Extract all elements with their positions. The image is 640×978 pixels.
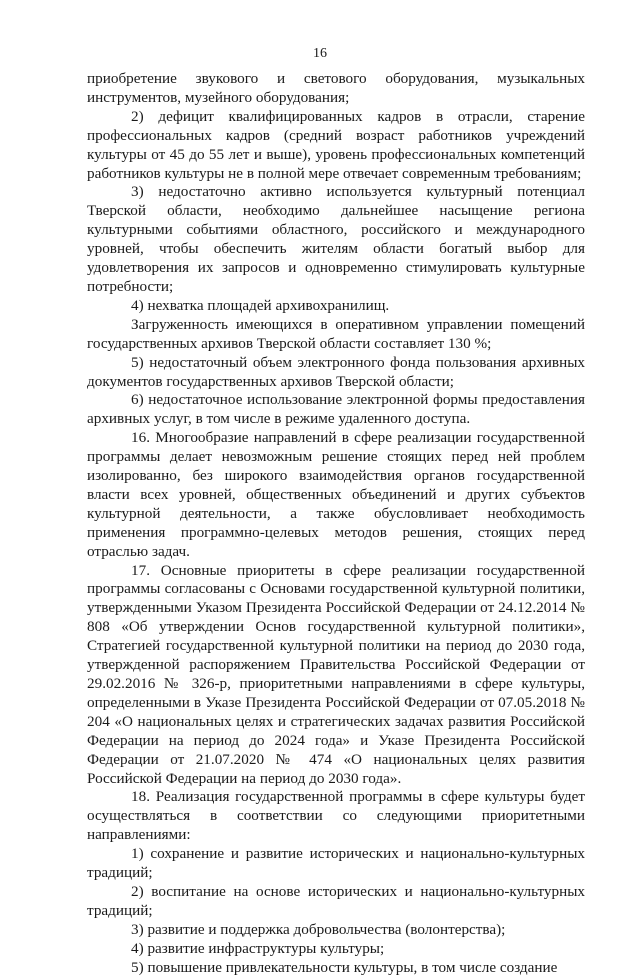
paragraph-item-5: 5) недостаточный объем электронного фонда пользования архивных документов государственных архивов Тверской области; (87, 353, 585, 390)
paragraph-direction-5: 5) повышение привлекательности культуры, в том числе создание (131, 958, 558, 976)
paragraph-archive-load: Загруженность имеющихся в оперативном управлении помещений государственных архивов Тверской области составляет 130 %; (87, 315, 585, 352)
paragraph-item-3: 3) недостаточно активно используется культурный потенциал Тверской области, необходимо дальнейшее насыщение региона культурными событиями областного, российского и международного уровней, чтобы обеспечить жителям области богатый выбор для удовлетворения их запросов и одновременно стимулировать культурные потребности; (87, 183, 585, 295)
page-number: 16 (313, 46, 327, 61)
paragraph-item-2: 2) дефицит квалифицированных кадров в отрасли, старение профессиональных кадров (средний возраст работников учреждений культуры от 45 до 55 лет и выше), уровень профессиональных компетенций работников культуры не в полной мере отвечает современным требованиям; (87, 107, 585, 182)
paragraph-direction-1: 1) сохранение и развитие исторических и национально-культурных традиций; (87, 845, 585, 882)
paragraph-item-4: 4) нехватка площадей архивохранилищ. (131, 296, 390, 314)
paragraph-direction-4: 4) развитие инфраструктуры культуры; (131, 939, 385, 957)
paragraph-item-6: 6) недостаточное использование электронной формы предоставления архивных услуг, в том числе в режиме удаленного доступа. (87, 391, 585, 428)
paragraph-section-18: 18. Реализация государственной программы в сфере культуры будет осуществляться в соответствии со следующими приоритетными направлениями: (87, 788, 585, 844)
document-body (87, 70, 585, 978)
paragraph-direction-2: 2) воспитание на основе исторических и национально-культурных традиций; (87, 882, 585, 919)
paragraph-continuation: приобретение звукового и светового оборудования, музыкальных инструментов, музейного оборудования; (87, 70, 585, 106)
paragraph-section-17: 17. Основные приоритеты в сфере реализации государственной программы согласованы с Основами государственной культурной политики, утвержденными Указом Президента Российской Федерации от 24.12.2014 № 808 «Об утверждении Основ государственной культурной политики», Стратегией государственной культурной политики на период до 2030 года, утвержденной распоряжением Правительства Российской Федерации от 29.02.2016 № 326-р, приоритетными направлениями в сфере культуры, определенными в Указе Президента Российской Федерации от 07.05.2018 № 204 «О национальных целях и стратегических задачах развития Российской Федерации на период до 2024 года» и Указе Президента Российской Федерации от 21.07.2020 № 474 «О национальных целях развития Российской Федерации на период до 2030 года». (87, 561, 585, 787)
paragraph-direction-3: 3) развитие и поддержка добровольчества (волонтерства); (131, 920, 506, 938)
paragraph-section-16: 16. Многообразие направлений в сфере реализации государственной программы делает невозможным решение стоящих перед ней проблем изолированно, без широкого взаимодействия органов государственной власти всех уровней, общественных объединений и других субъектов культурной деятельности, а также обусловливает необходимость применения программно-целевых методов решения, стоящих перед отраслью задач. (87, 429, 585, 560)
